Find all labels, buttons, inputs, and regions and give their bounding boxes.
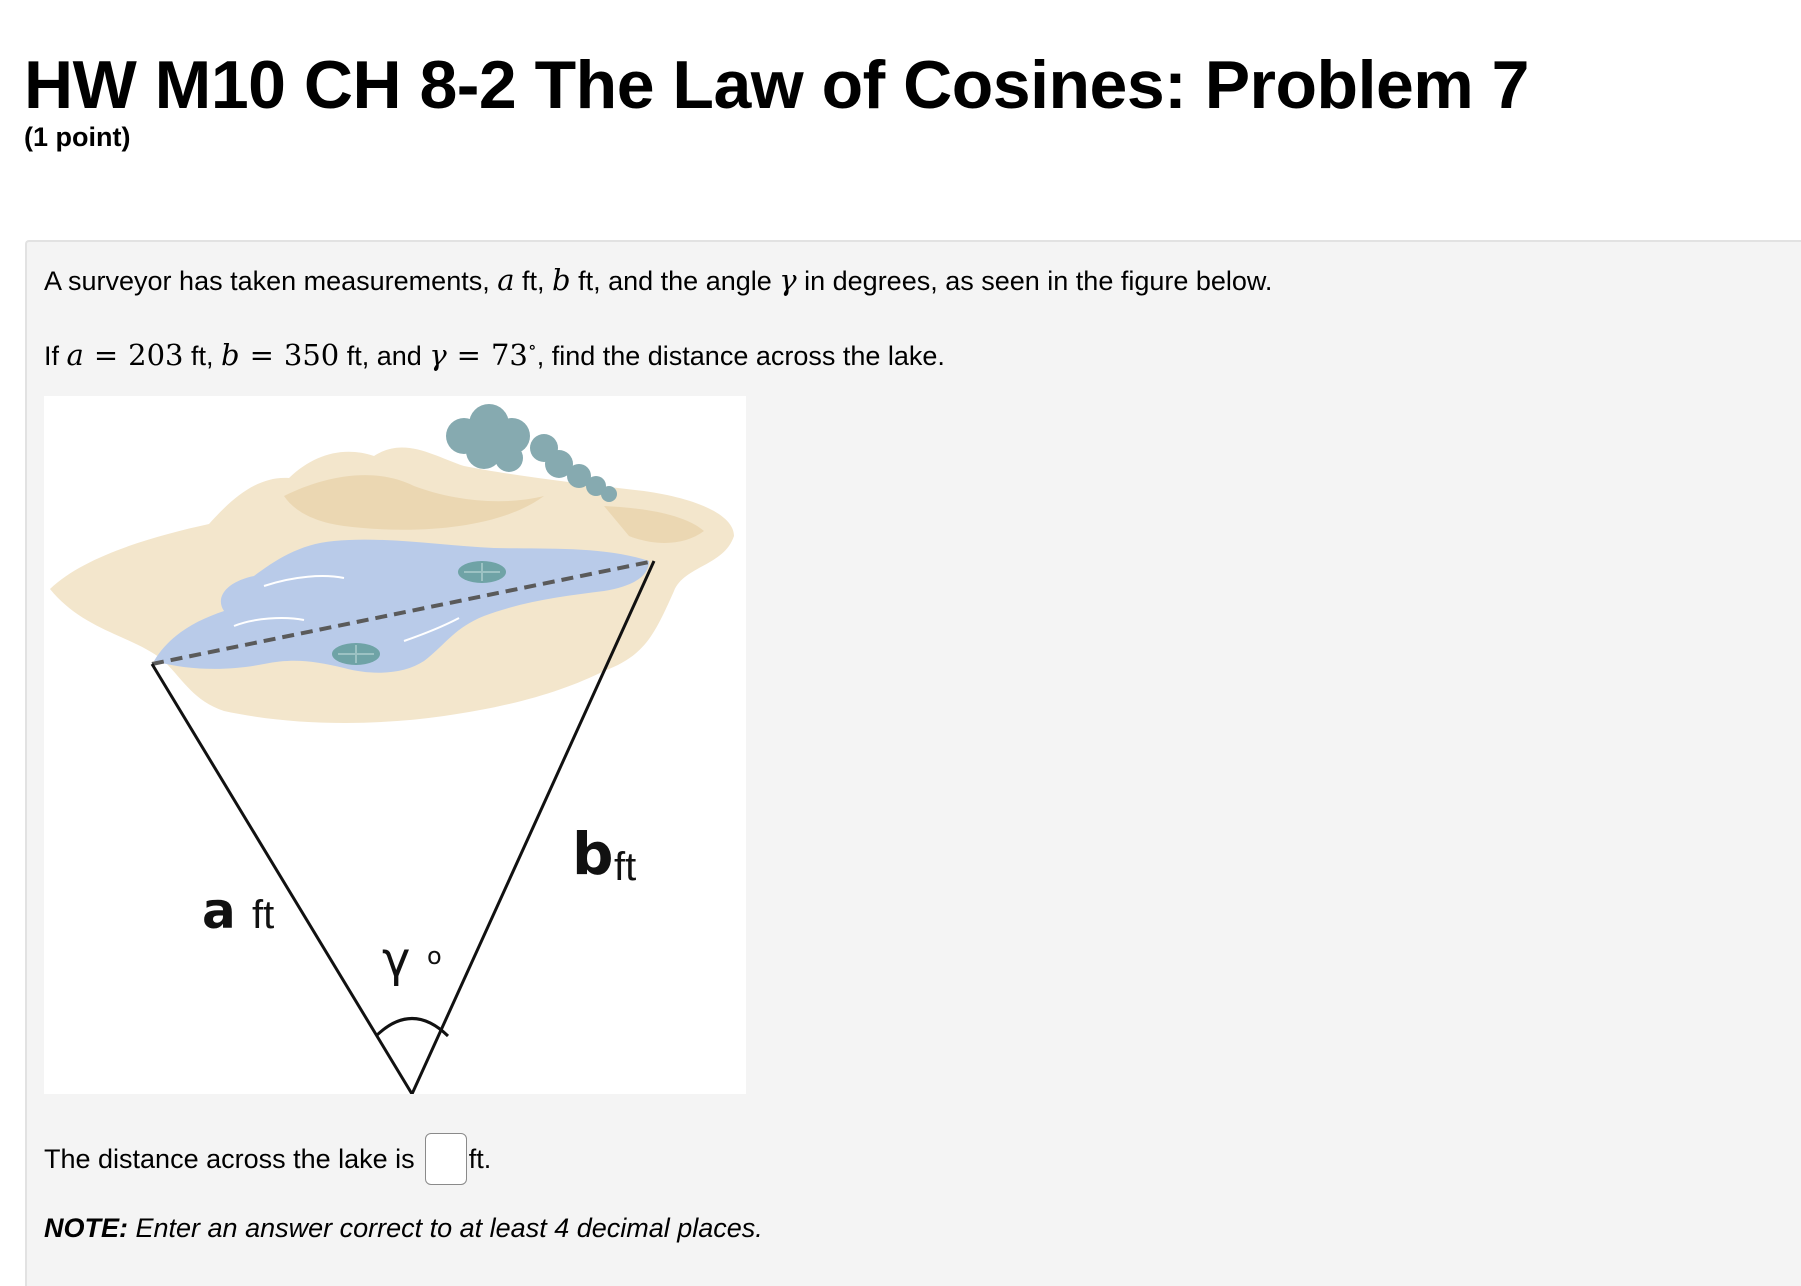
statement-text: in degrees, as seen in the figure below. — [796, 266, 1273, 296]
gamma-value: 73 — [490, 338, 528, 372]
note-label: NOTE: — [44, 1213, 128, 1243]
statement-text: If — [44, 341, 67, 371]
label-gamma — [382, 932, 442, 988]
label-a — [202, 882, 274, 940]
statement-text: ft, — [183, 341, 221, 371]
svg-text:b: b — [572, 820, 614, 888]
statement-text: ft, and — [339, 341, 430, 371]
variable-b: b — [552, 263, 571, 297]
answer-prompt: The distance across the lake is — [44, 1144, 415, 1174]
statement-text: ft, and the angle — [570, 266, 780, 296]
b-value: 350 — [283, 338, 340, 372]
svg-text:a: a — [202, 882, 236, 940]
statement-text: ft, — [514, 266, 553, 296]
degree-symbol: ∘ — [527, 337, 537, 358]
svg-text:ft: ft — [614, 845, 637, 889]
problem-statement-line-1 — [44, 262, 1272, 299]
side-a-line — [152, 664, 412, 1094]
svg-text:γ: γ — [382, 932, 411, 988]
label-b — [572, 820, 636, 889]
svg-text:o: o — [427, 942, 442, 970]
answer-line — [44, 1133, 491, 1185]
equation-a: a = 203 — [66, 338, 184, 372]
statement-text: A surveyor has taken measurements, — [44, 266, 498, 296]
note-text — [44, 1210, 763, 1246]
variable-gamma: γ — [779, 263, 797, 297]
problem-statement-line-2 — [44, 330, 945, 374]
page-title: HW M10 CH 8-2 The Law of Cosines: Problem 7 — [24, 47, 1529, 123]
variable-a: a — [497, 263, 515, 297]
answer-input[interactable] — [425, 1133, 467, 1185]
statement-text: , find the distance across the lake. — [536, 341, 945, 371]
a-value: 203 — [128, 338, 184, 372]
points-label: (1 point) — [24, 122, 131, 152]
angle-arc — [376, 1019, 448, 1037]
svg-text:ft: ft — [252, 893, 275, 937]
equation-gamma: γ = 73∘ — [429, 337, 537, 372]
equation-b: b = 350 — [221, 338, 340, 372]
lake-figure — [44, 396, 746, 1094]
answer-unit: ft. — [468, 1144, 492, 1174]
note-body: Enter an answer correct to at least 4 decimal places. — [128, 1213, 763, 1243]
